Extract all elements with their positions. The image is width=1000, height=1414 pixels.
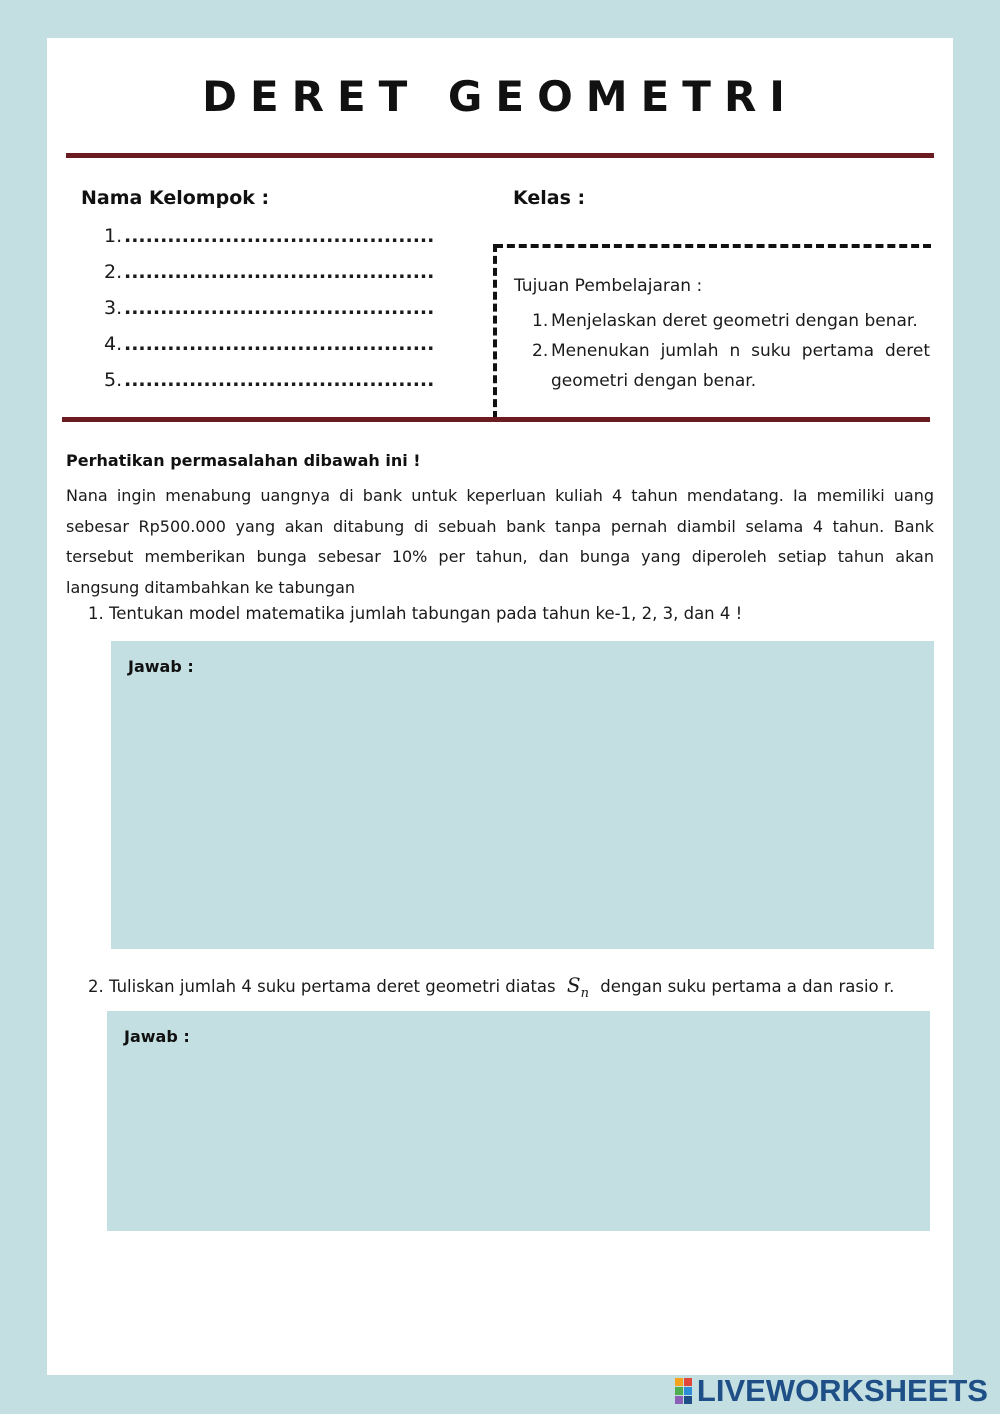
top-divider	[66, 153, 934, 158]
member-blank: ...........................................	[124, 369, 435, 391]
answer-box-2[interactable]	[107, 1011, 930, 1231]
objective-number: 1.	[532, 311, 549, 331]
class-label: Kelas :	[513, 187, 586, 209]
logo-square	[675, 1378, 683, 1386]
member-blank: ...........................................	[124, 261, 435, 283]
objective-item	[532, 306, 930, 336]
objective-text: Menenukan jumlah n suku pertama deret geometri dengan benar.	[551, 341, 930, 391]
question-text: Tentukan model matematika jumlah tabungan pada tahun ke-1, 2, 3, dan 4 !	[109, 604, 743, 623]
problem-heading: Perhatikan permasalahan dibawah ini !	[66, 451, 421, 470]
question-1	[88, 604, 742, 623]
logo-square	[684, 1387, 692, 1395]
liveworksheets-brand[interactable]	[675, 1373, 988, 1409]
member-number: 3.	[104, 297, 123, 319]
logo-square	[684, 1396, 692, 1404]
question-text-before: Tuliskan jumlah 4 suku pertama deret geometri diatas	[109, 977, 556, 996]
member-number: 4.	[104, 333, 123, 355]
objective-number: 2.	[532, 341, 549, 361]
liveworksheets-logo-icon	[675, 1378, 692, 1404]
member-line-2[interactable]	[104, 258, 434, 294]
objective-text: Menjelaskan deret geometri dengan benar.	[551, 311, 918, 331]
bottom-divider	[62, 417, 930, 422]
brand-text: LIVEWORKSHEETS	[696, 1373, 988, 1408]
member-blank: ...........................................	[124, 333, 435, 355]
answer-input-2[interactable]	[124, 1059, 913, 1215]
member-blank: ...........................................	[124, 297, 435, 319]
question-2	[88, 973, 894, 1001]
logo-square	[675, 1387, 683, 1395]
math-symbol: S	[566, 973, 581, 997]
member-number: 2.	[104, 261, 123, 283]
answer-input-1[interactable]	[128, 689, 917, 933]
page-title: DERET GEOMETRI	[202, 72, 798, 121]
answer-box-1[interactable]	[111, 641, 934, 949]
question-number: 1.	[88, 604, 104, 623]
member-line-3[interactable]	[104, 294, 434, 330]
problem-text: Nana ingin menabung uangnya di bank untuk keperluan kuliah 4 tahun mendatang. Ia memiliki uang sebesar Rp500.000 yang akan ditabung di sebuah bank tanpa pernah diambil selama 4 tahun. Bank tersebut memberikan bunga sebesar 10% per tahun, dan bunga yang diperoleh setiap tahun akan langsung ditambahkan ke tabungan	[66, 486, 934, 597]
member-number: 5.	[104, 369, 123, 391]
question-text-after: dengan suku pertama a dan rasio r.	[600, 977, 895, 996]
answer-label: Jawab :	[128, 657, 194, 676]
group-member-list	[104, 222, 434, 402]
math-subscript: n	[580, 986, 589, 1001]
objectives-list	[532, 306, 930, 396]
objective-item	[532, 336, 930, 396]
member-line-5[interactable]	[104, 366, 434, 402]
logo-square	[675, 1396, 683, 1404]
math-sn-symbol	[566, 973, 589, 1001]
logo-square	[684, 1378, 692, 1386]
objectives-border-top	[495, 244, 931, 248]
group-name-label: Nama Kelompok :	[81, 187, 270, 209]
objectives-border-left	[493, 244, 497, 419]
question-number: 2.	[88, 977, 104, 996]
member-line-4[interactable]	[104, 330, 434, 366]
objectives-title: Tujuan Pembelajaran :	[514, 276, 703, 296]
member-line-1[interactable]	[104, 222, 434, 258]
answer-label: Jawab :	[124, 1027, 190, 1046]
member-number: 1.	[104, 225, 123, 247]
member-blank: ...........................................	[124, 225, 435, 247]
